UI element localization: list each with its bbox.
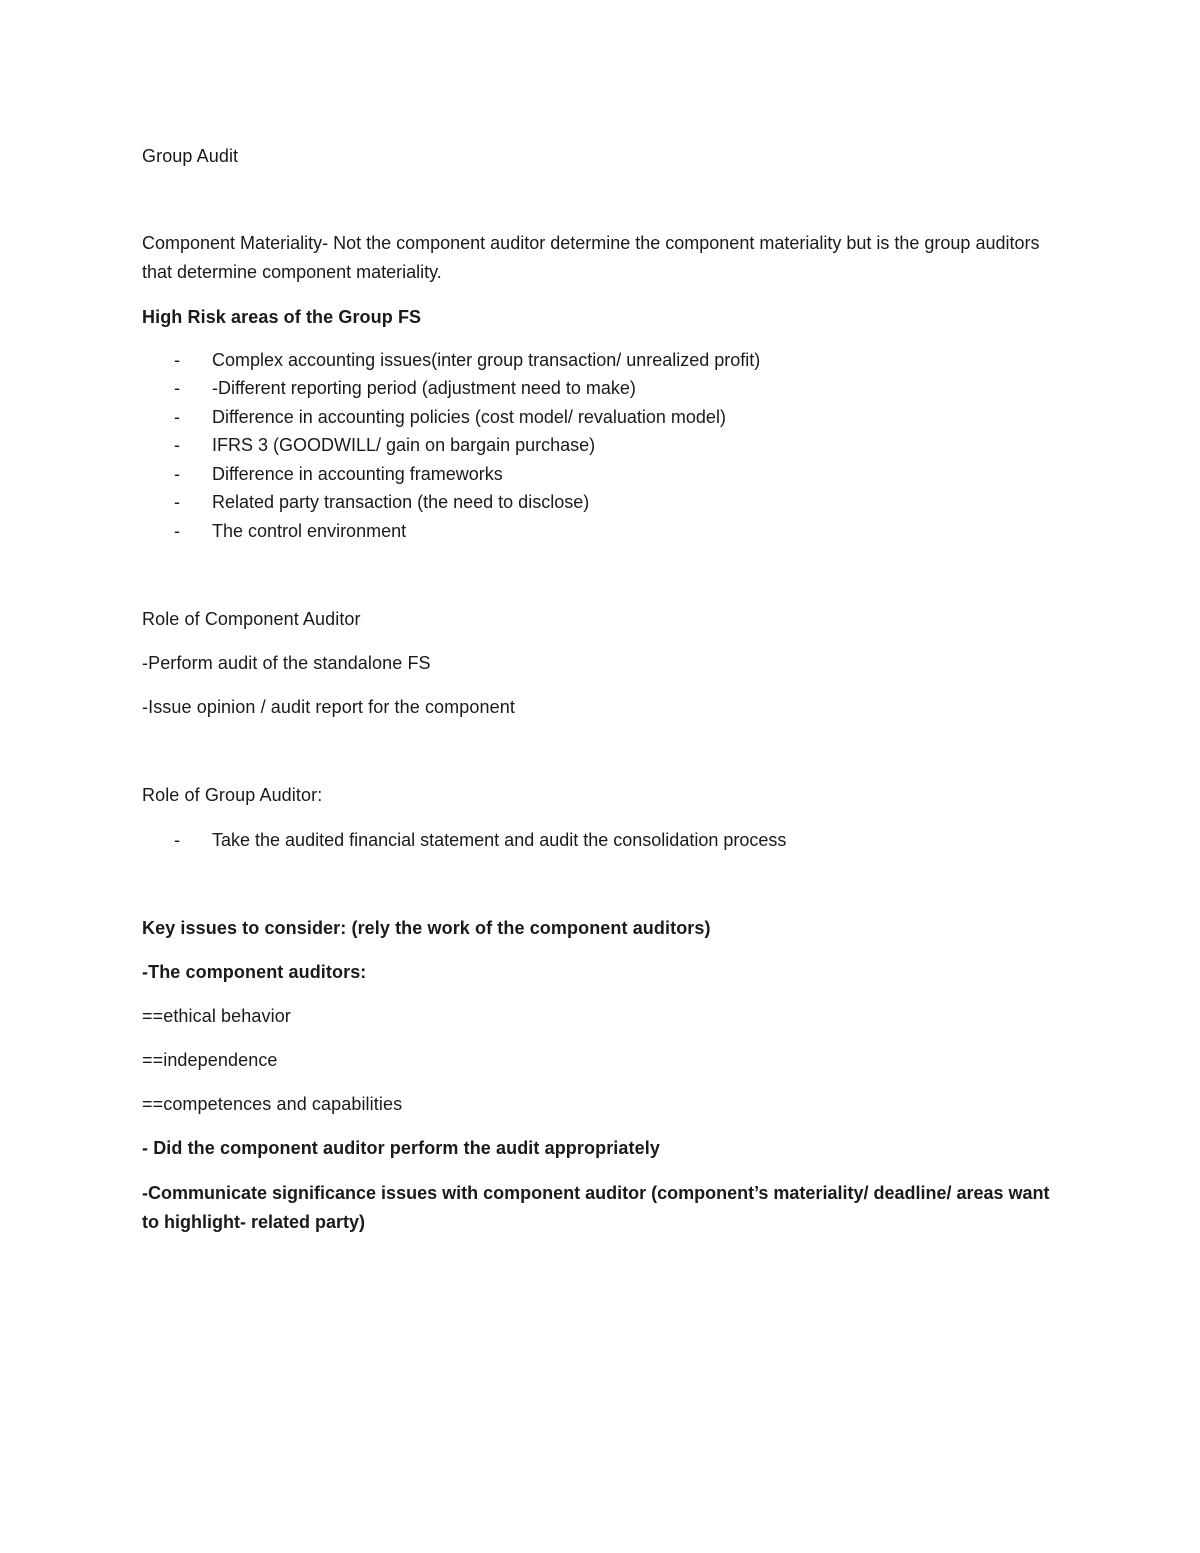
bullet-dash: -: [174, 350, 180, 370]
list-item-text: Related party transaction (the need to disclose): [212, 492, 590, 512]
document-title: Group Audit: [142, 146, 239, 166]
key-issues-subheading: -The component auditors:: [142, 962, 367, 982]
high-risk-heading: High Risk areas of the Group FS: [142, 307, 422, 327]
did-perform-line: - Did the component auditor perform the audit appropriately: [142, 1138, 660, 1158]
list-item-text: -Different reporting period (adjustment need to make): [212, 378, 636, 398]
key-issue-line: ==ethical behavior: [142, 1006, 291, 1026]
group-auditor-heading: Role of Group Auditor:: [142, 785, 323, 805]
list-item-text: The control environment: [212, 521, 407, 541]
component-auditor-heading: Role of Component Auditor: [142, 609, 361, 629]
key-issue-line: ==independence: [142, 1050, 278, 1070]
bullet-dash: -: [174, 492, 180, 512]
bullet-dash: -: [174, 435, 180, 455]
bullet-dash: -: [174, 830, 180, 850]
list-item-text: Complex accounting issues(inter group transaction/ unrealized profit): [212, 350, 761, 370]
bullet-dash: -: [174, 378, 180, 398]
key-issues-heading: Key issues to consider: (rely the work of the component auditors): [142, 918, 711, 938]
component-materiality-paragraph: Component Materiality- Not the component auditor determine the component materiality but is the group auditors that determine component materiality.: [142, 233, 1040, 282]
list-item-text: Difference in accounting frameworks: [212, 464, 503, 484]
bullet-dash: -: [174, 407, 180, 427]
key-issue-line: ==competences and capabilities: [142, 1094, 403, 1114]
list-item-text: Take the audited financial statement and audit the consolidation process: [212, 830, 787, 850]
communicate-paragraph: -Communicate significance issues with component auditor (component’s materiality/ deadline/ areas want to highlight- related party): [142, 1183, 1050, 1232]
component-auditor-line: -Perform audit of the standalone FS: [142, 653, 431, 673]
list-item-text: Difference in accounting policies (cost model/ revaluation model): [212, 407, 726, 427]
component-auditor-line: -Issue opinion / audit report for the component: [142, 697, 515, 717]
bullet-dash: -: [174, 464, 180, 484]
list-item-text: IFRS 3 (GOODWILL/ gain on bargain purchase): [212, 435, 596, 455]
bullet-dash: -: [174, 521, 180, 541]
